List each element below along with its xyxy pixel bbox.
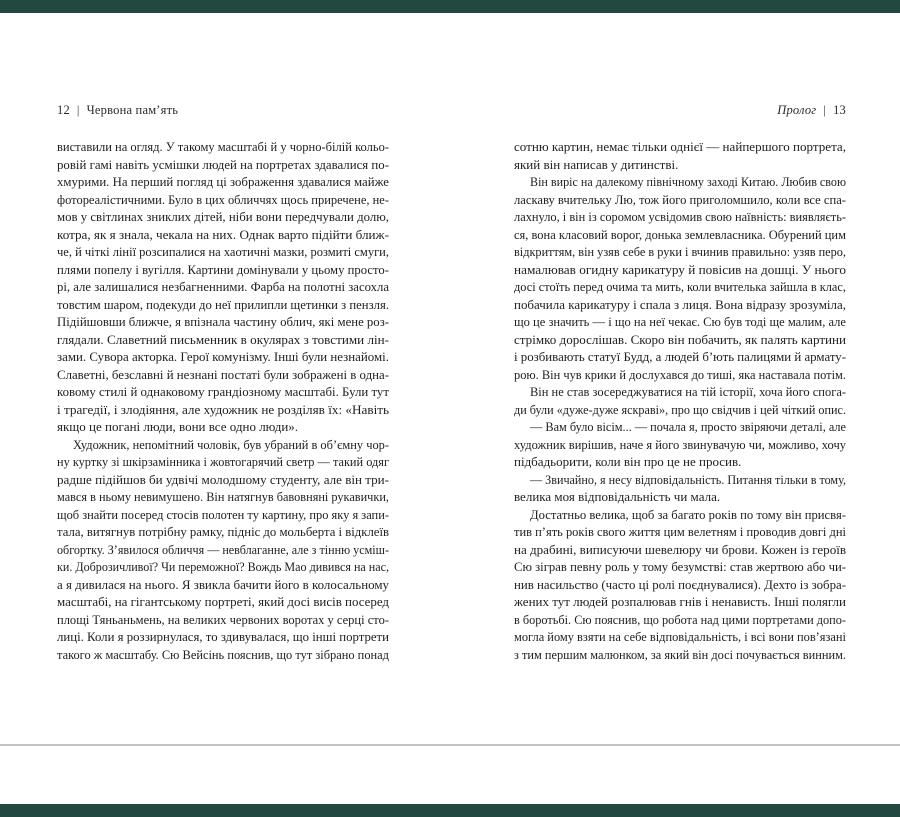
text-line: хмурими. На перший погляд ці зображення здавалися майже	[57, 174, 389, 189]
text-line: і розбивають статуї Будд, а людей б’ють палицями й армату-	[514, 349, 846, 364]
text-line: — Звичайно, я несу відповідальність. Питання тільки в тому,	[530, 471, 846, 487]
text-line: радше підійшов би удвічі молодшому студенту, але він три-	[57, 471, 389, 487]
text-line: тив п’ять років свого життя цим велетням і проводив довгі дні	[514, 524, 846, 539]
text-line: що це значить — і що на неї чекає. Сю був тоді ще малим, але	[514, 314, 846, 329]
text-line: — Вам було вісім... — почала я, просто звіряючи деталі, але	[530, 419, 846, 434]
text-line: а я дивилася на нього. Я звикла бачити його в колосальному	[57, 576, 389, 592]
text-line: стрімко дорослішав. Скоро він побачить, як палять картини	[514, 331, 846, 347]
text-line: нив насильство (часто ці ролі поєднувалися). Дехто із зобра-	[514, 576, 846, 592]
text-line: мався в ньому невимушено. Він натягнув бавовняні рукавички,	[57, 489, 389, 504]
text-line: щоб знайти посеред стосів полотен ту картину, про яку я запи-	[57, 506, 389, 522]
page-bottom-edge-line	[0, 744, 900, 746]
text-line: ки. Доброзичливої? Чи переможної? Вождь Мао дивився на нас,	[57, 559, 389, 574]
text-line: ласкаву вчительку Лю, тож його приголомшило, коли все спа-	[514, 191, 846, 207]
book-title: Червона пам’ять	[86, 103, 179, 117]
text-line: че, й чіткі лінії розсипалися на хаотичні мазки, розмиті смуги,	[57, 244, 389, 259]
left-page-header	[57, 103, 389, 118]
text-line: який він написав у дитинстві.	[514, 156, 679, 172]
text-line: рою. Він чув крики й дослухався до тиші, яка наставала потім.	[514, 366, 846, 382]
text-line: обгортку. З’явилося обличчя — невблаганне, але з тінню усміш-	[57, 541, 389, 557]
text-line: Художник, непомітний чоловік, був убраний в об’ємну чор-	[73, 436, 389, 452]
text-line: ся, вона класовий ворог, донька землевласника. Обурений цим	[514, 226, 846, 242]
text-line: жених тут людей розпалював гнів і ненависть. Інші полягли	[514, 594, 846, 609]
text-line: з тим першим малюнком, за який він досі почувається винним.	[514, 646, 846, 662]
text-line: Підійшовши ближче, я впізнала частину облич, які мене роз-	[57, 314, 389, 329]
text-line: масштабі, на гігантському портреті, який досі висів посеред	[57, 594, 389, 609]
text-line: такого ж масштабу. Сю Вейсінь пояснив, що тут зібрано понад	[57, 646, 389, 662]
text-line: і трагедії, і злодіяння, але художник не розділяв їх: «Навіть	[57, 401, 389, 417]
text-line: могла йому взяти на себе відповідальність, і всі вони пов’язані	[514, 629, 846, 644]
text-line: рі, але залишалися незбагненними. Фарба на полотні засохла	[57, 279, 389, 294]
text-line: ди були «дуже-дуже яскраві», про що свідчив і цей чіткий опис.	[514, 401, 846, 417]
text-line: виставили на огляд. У такому масштабі й у чорно-білій кольо-	[57, 139, 389, 154]
text-line: ну куртку зі шкірзамінника і жовтогарячий светр — такий одяг	[57, 454, 389, 469]
text-line: фотореалістичними. Було в цих обличчях щось приречене, не-	[57, 191, 389, 207]
text-line: Достатньо велика, щоб за багато років по тому він присвя-	[530, 506, 846, 522]
text-line: площі Тяньаньмень, на великих червоних воротах у серці сто-	[57, 611, 389, 627]
left-page-number: 12	[57, 103, 70, 117]
book-cover-top-edge	[0, 0, 900, 13]
text-line: на драбині, виписуючи шевелюру чи брови. Кожен із героїв	[514, 541, 846, 557]
text-line: побачила карикатуру і спала з лиця. Вона відразу зрозуміла,	[514, 296, 846, 312]
left-page-text	[57, 138, 389, 663]
text-line: Він виріс на далекому північному заході Китаю. Любив свою	[530, 174, 846, 189]
text-line: намалював огидну карикатуру й повісив на дошці. У нього	[514, 261, 846, 277]
right-page-number: 13	[833, 103, 846, 117]
right-page-header	[514, 103, 846, 118]
book-cover-bottom-edge	[0, 804, 900, 817]
text-line: досі стоїть перед очима та мить, коли вчителька зайшла в клас,	[514, 279, 846, 294]
text-line: відкриттям, він узяв себе в руки і вчинив правильно: узяв перо,	[514, 244, 846, 259]
text-line: мов у світлинах зниклих дітей, ніби вони передчували долю,	[57, 209, 389, 224]
text-line: ровій гамі навіть усмішки людей на портретах здавалися по-	[57, 156, 389, 172]
text-line: ковому стилі й однаковому грандіозному масштабі. Були тут	[57, 384, 389, 399]
text-line: Сю зіграв певну роль у тому безумстві: став жертвою або чи-	[514, 559, 846, 574]
header-separator: |	[823, 103, 827, 117]
text-line: лахнуло, і він із соромом усвідомив свою наївність: виявляєть-	[514, 209, 846, 224]
text-line: підбадьорити, коли він про це не просив.	[514, 454, 742, 469]
text-line: в боротьбі. Сю пояснив, що робота над цими портретами допо-	[514, 611, 846, 627]
text-line: тала, витягнув потрібну рамку, підніс до мольберта і відклеїв	[57, 524, 389, 539]
text-line: лиці. Коли я роззирнулася, то здивувалася, що інші портрети	[57, 629, 389, 644]
text-line: плями попелу і вугілля. Картини домінували у цьому просто-	[57, 261, 389, 277]
text-line: велика моя відповідальність чи мала.	[514, 489, 721, 504]
header-separator: |	[76, 103, 80, 117]
right-page-text	[514, 138, 846, 663]
text-line: глядали. Славетний письменник в окулярах з товстими лін-	[57, 331, 389, 347]
text-line: художник вирішив, наче я його звинувачую чи, можливо, хочу	[514, 436, 846, 452]
text-line: Славетні, безславні й незнані постаті були зображені в одна-	[57, 366, 389, 382]
chapter-title: Пролог	[777, 103, 817, 117]
text-line: Він не став зосереджуватися на тій історії, хоча його спога-	[530, 384, 846, 399]
text-line: якщо це погані люди, вони все одно люди».	[57, 419, 299, 434]
text-line: котра, як я знала, чекала на них. Однак варто підійти ближ-	[57, 226, 389, 242]
text-line: зами. Сувора акторка. Герої комунізму. Інші були незнайомі.	[57, 349, 389, 364]
text-line: товстим шаром, подекуди до неї прилипли щетинки з пензля.	[57, 296, 389, 312]
text-line: сотню картин, немає тільки однієї — найпершого портрета,	[514, 139, 846, 154]
